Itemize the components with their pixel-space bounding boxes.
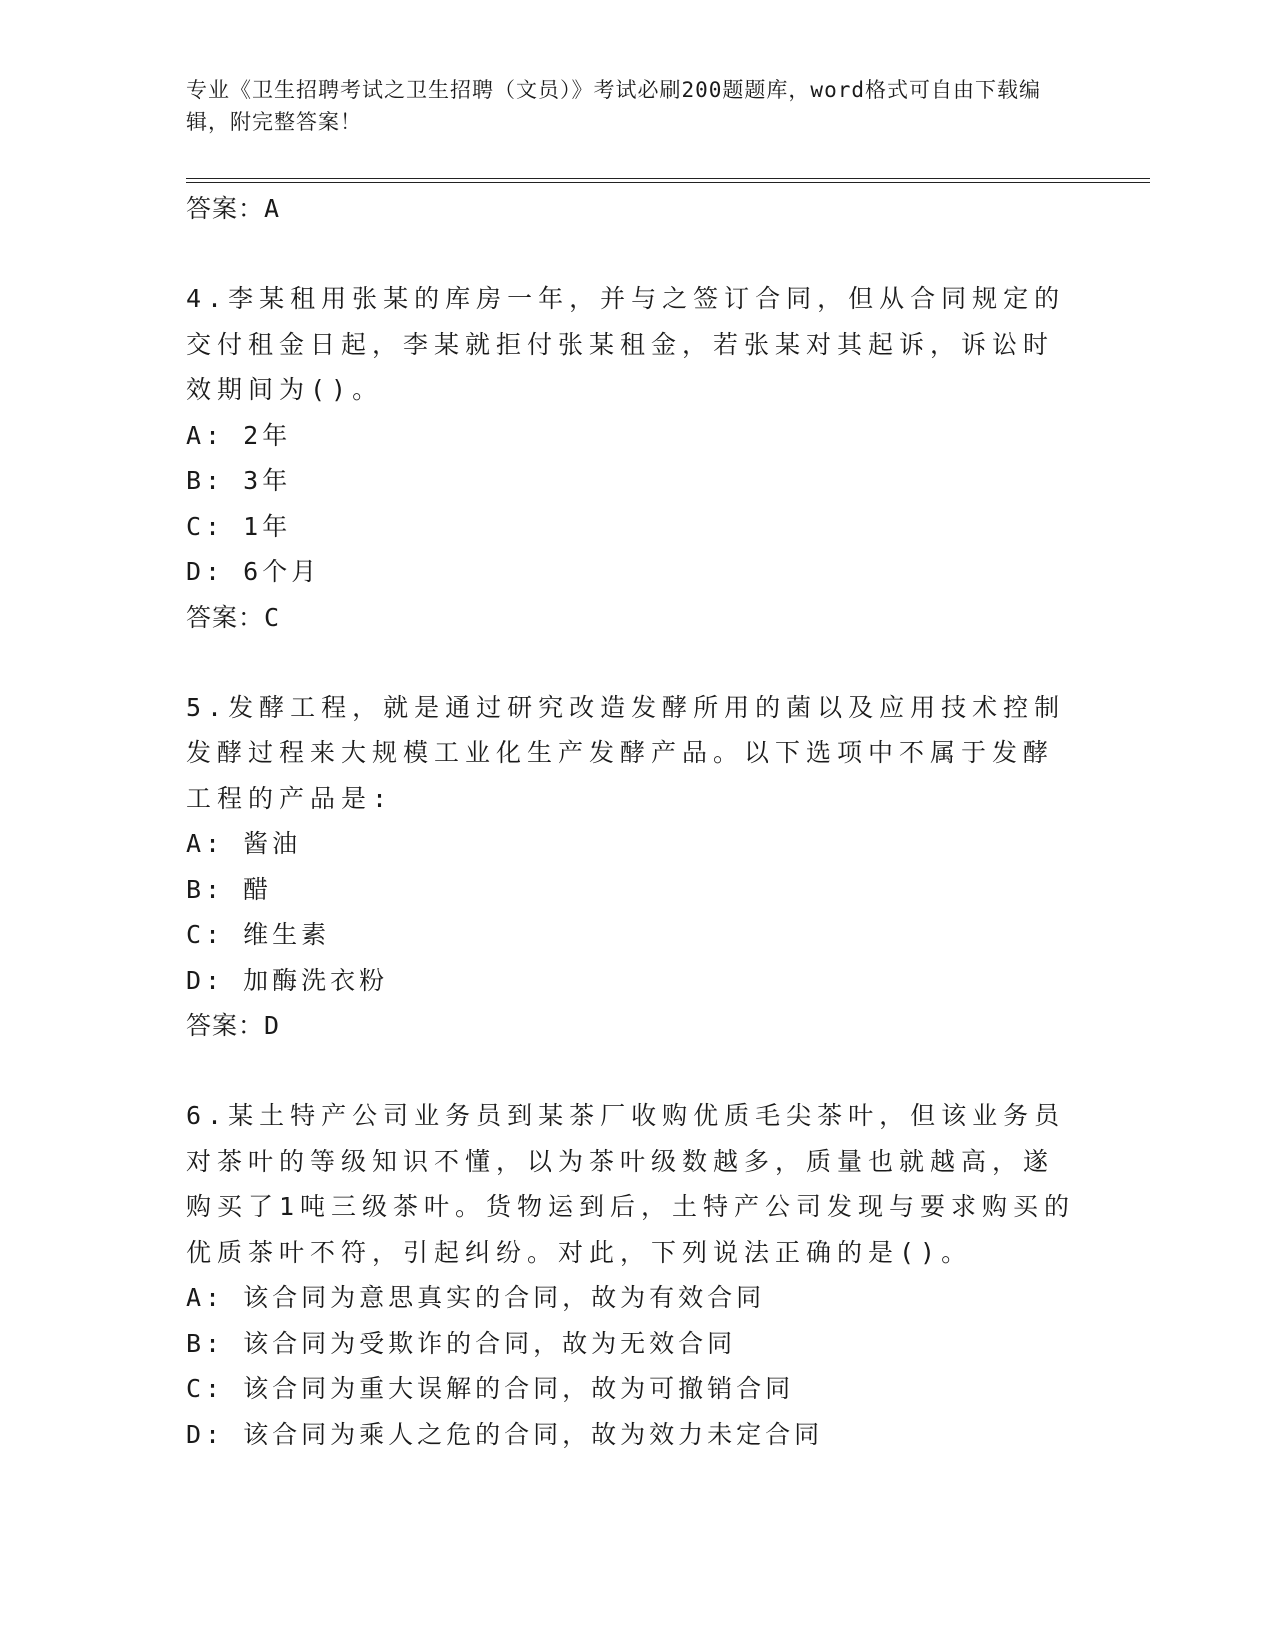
option-c: C: 该合同为重大误解的合同，故为可撤销合同 — [186, 1374, 795, 1403]
option-b: B: 该合同为受欺诈的合同，故为无效合同 — [186, 1328, 737, 1358]
option-b: B: 醋 — [186, 874, 273, 904]
option-a: A: 酱油 — [186, 829, 302, 858]
option-b: B: 3年 — [186, 466, 292, 495]
question-block-5 — [186, 685, 1076, 1050]
question-block-6 — [186, 1093, 1076, 1457]
page-header: 专业《卫生招聘考试之卫生招聘（文员）》考试必刷200题题库，word格式可自由下载编辑，附完整答案！ — [186, 78, 1041, 134]
answer-line: 答案：D — [186, 1011, 281, 1040]
answer-line: 答案：C — [186, 602, 281, 632]
question-block-4 — [186, 276, 1076, 641]
option-d: D: 6个月 — [186, 557, 321, 586]
question-text: 5.发酵工程，就是通过研究改造发酵所用的菌以及应用技术控制发酵过程来大规模工业化生产发酵产品。以下选项中不属于发酵工程的产品是: — [186, 692, 1066, 813]
question-text: 4.李某租用张某的库房一年，并与之签订合同，但从合同规定的交付租金日起，李某就拒付张某租金，若张某对其起诉，诉讼时效期间为()。 — [186, 284, 1066, 404]
option-c: C: 1年 — [186, 511, 292, 541]
question-text: 6.某土特产公司业务员到某茶厂收购优质毛尖茶叶，但该业务员对茶叶的等级知识不懂，以为茶叶级数越多，质量也就越高，遂购买了1吨三级茶叶。货物运到后，土特产公司发现与要求购买的优质茶叶不符，引起纠纷。对此，下列说法正确的是()。 — [186, 1101, 1076, 1267]
option-a: A: 2年 — [186, 420, 292, 450]
option-d: D: 该合同为乘人之危的合同，故为效力未定合同 — [186, 1419, 824, 1449]
header-divider-bottom — [186, 182, 1150, 183]
question-list — [186, 186, 1076, 1457]
option-d: D: 加酶洗衣粉 — [186, 965, 389, 995]
answer-line: 答案：A — [186, 194, 281, 223]
header-divider-top — [186, 178, 1150, 179]
option-a: A: 该合同为意思真实的合同，故为有效合同 — [186, 1283, 766, 1312]
option-c: C: 维生素 — [186, 920, 331, 949]
